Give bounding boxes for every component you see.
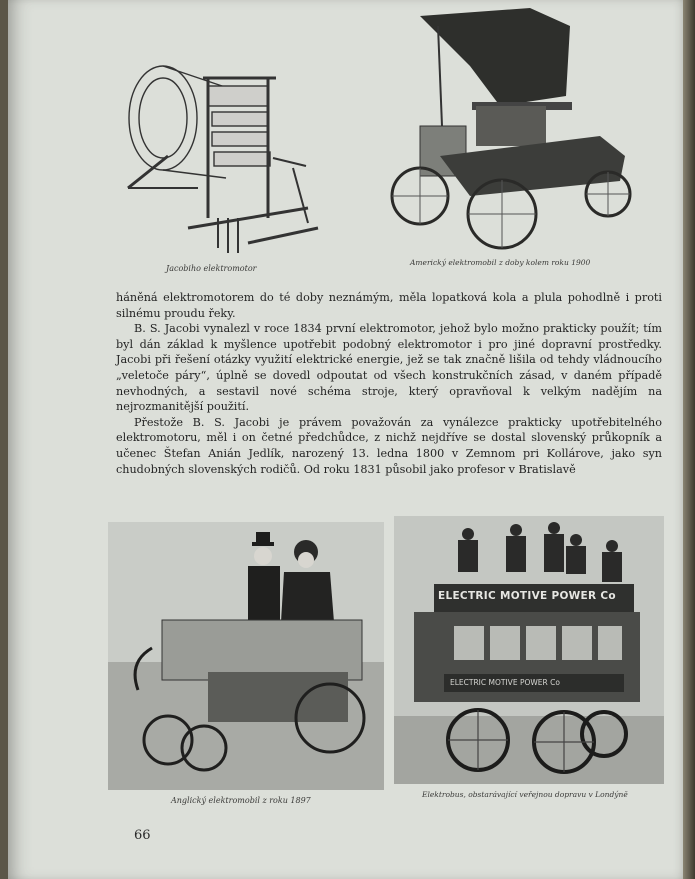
book-page [8,0,684,879]
english-car-caption: Anglický elektromobil z roku 1897 [171,796,311,805]
american-car-figure [380,6,642,252]
english-car-photo [108,522,384,790]
book-spine [683,0,695,879]
jacobi-motor-figure [108,48,328,260]
electrobus-caption: Elektrobus, obstarávající veřejnou dopravu v Londýně [422,790,628,799]
paragraph-2: B. S. Jacobi vynalezl v roce 1834 první elektromotor, jehož bylo možno prakticky použít; tím byl dán základ k myšlence upotřebit podobný elektromotor i pro jiné dopravní prostředky. Jacobi při řešení otázky využití elektrické energie, jež se tak značně lišila od tehdy vládnoucího „veletoče páry“, úplně se dovedl odpoutat od všech konstrukčních zásad, v daném případě nevhodných, a sestavil nové schéma stroje, který opravňoval k velkým nadějím na nejrozmanitější použití. [116,322,662,414]
body-text [116,290,662,477]
american-car-caption: Americký elektromobil z doby kolem roku 1900 [410,258,591,267]
paragraph-1: háněná elektromotorem do té doby neznámým, měla lopatková kola a plula pohodlně i proti silnému proudu řeky. [116,291,662,320]
electrobus-side-sign: ELECTRIC MOTIVE POWER Co [450,678,560,687]
paragraph-3: Přestože B. S. Jacobi je právem považován za vynálezce prakticky upotřebitelného elektromotoru, měl i on četné předchůdce, z nichž nejdříve se dostal slovenský průkopník a učenec Štefan Anián Jedlík, narozený 13. ledna 1800 v Zemnom pri Kollárove, jako syn chudobných slovenských rodičů. Od roku 1831 působil jako profesor v Bratislavě [116,415,662,476]
electrobus-photo [394,516,664,784]
page-number: 66 [134,828,151,843]
jacobi-motor-caption: Jacobiho elektromotor [166,264,257,273]
electrobus-top-sign: ELECTRIC MOTIVE POWER Co [438,590,616,602]
